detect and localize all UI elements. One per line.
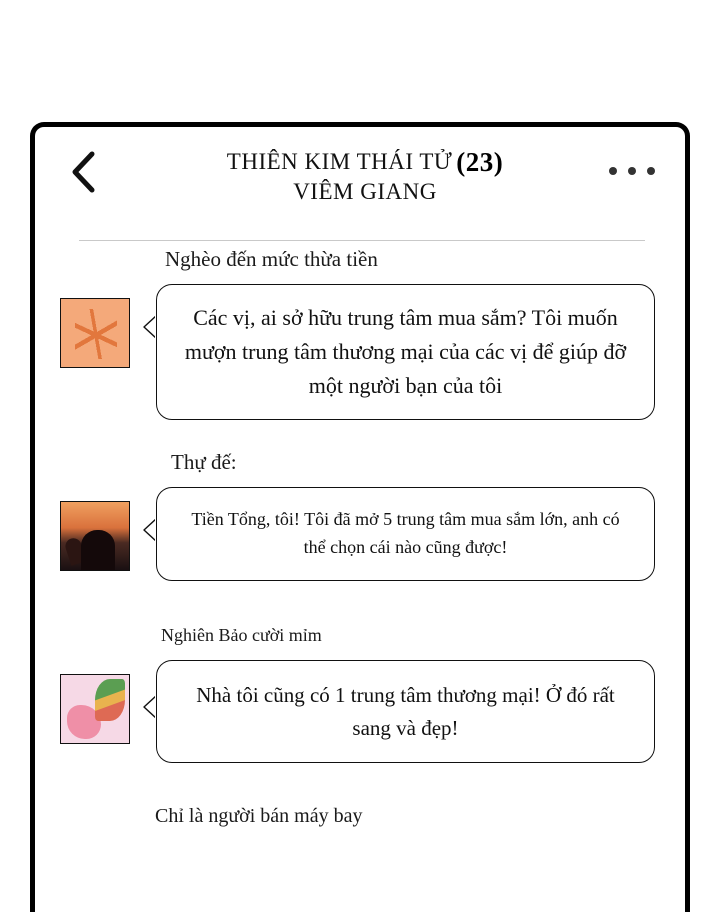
bubble-wrap: [156, 284, 685, 420]
narration-text: Chỉ là người bán máy bay: [155, 805, 363, 828]
page-title: [155, 147, 575, 207]
chat-scroll-area[interactable]: [35, 247, 685, 912]
message-block: [35, 450, 685, 581]
header-divider: [79, 240, 645, 241]
more-options-button[interactable]: [609, 159, 655, 183]
chevron-left-icon: [70, 151, 96, 193]
bubble-tail-icon: [143, 694, 157, 720]
chat-row: [35, 660, 685, 763]
bubble-wrap: [156, 660, 685, 763]
spacer: [35, 585, 685, 625]
message-bubble: Các vị, ai sở hữu trung tâm mua sắm? Tôi muốn mượn trung tâm thương mại của các vị để giúp đỡ một người bạn của tôi: [156, 284, 655, 420]
avatar[interactable]: [60, 674, 130, 744]
spacer: [35, 424, 685, 450]
chat-row: [35, 284, 685, 420]
chapter-number: (23): [456, 147, 504, 177]
narration-text: Thự đế:: [171, 450, 237, 475]
narration-text: Nghèo đến mức thừa tiền: [165, 247, 378, 271]
ellipsis-icon-dot: [609, 167, 617, 175]
ellipsis-icon-dot: [628, 167, 636, 175]
ellipsis-icon-dot: [647, 167, 655, 175]
title-line-2: VIÊM GIANG: [293, 179, 437, 204]
bubble-wrap: [156, 487, 685, 581]
title-line-1: THIÊN KIM THÁI TỬ: [226, 149, 453, 174]
app-header: [35, 127, 685, 219]
message-bubble: Nhà tôi cũng có 1 trung tâm thương mại! Ở đó rất sang và đẹp!: [156, 660, 655, 763]
message-bubble: Tiền Tổng, tôi! Tôi đã mở 5 trung tâm mua sắm lớn, anh có thể chọn cái nào cũng được!: [156, 487, 655, 581]
spacer: [35, 767, 685, 805]
avatar[interactable]: [60, 298, 130, 368]
narration-text: Nghiên Bảo cười mỉm: [161, 625, 322, 646]
bubble-tail-icon: [143, 314, 157, 340]
back-button[interactable]: [63, 149, 103, 195]
message-block: [35, 805, 685, 828]
bubble-tail-icon: [143, 517, 157, 543]
phone-screen: [30, 122, 690, 912]
message-block: [35, 625, 685, 763]
chat-row: [35, 487, 685, 581]
message-block: [35, 247, 685, 420]
avatar[interactable]: [60, 501, 130, 571]
